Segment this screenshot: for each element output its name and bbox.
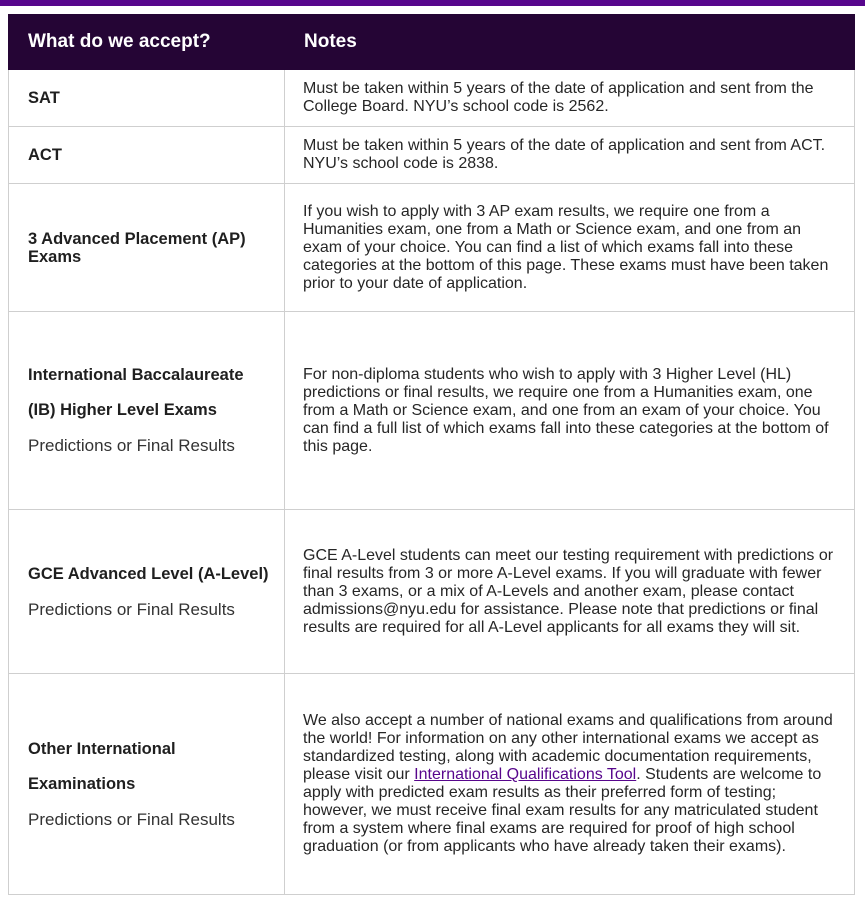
exam-cell [9, 510, 285, 674]
exam-name: SAT [28, 89, 60, 107]
exam-cell [9, 674, 285, 895]
note-text-before-link: We also accept a number of national exams and qualifications from around the world! For information on any other international exams we accept as standardized testing, along with academic documentation requirements, please visit our [303, 712, 833, 783]
note-cell: Must be taken within 5 years of the date of application and sent from the College Board. NYU’s school code is 2562. [285, 70, 855, 127]
table-header [9, 15, 855, 70]
exam-name: Other International Examinations [28, 739, 176, 793]
exam-name: 3 Advanced Placement (AP) Exams [28, 229, 246, 266]
note-cell: Must be taken within 5 years of the date of application and sent from ACT. NYU’s school code is 2838. [285, 127, 855, 184]
testing-requirements-table [8, 14, 855, 895]
top-accent-bar [0, 0, 865, 6]
table-row-ap [9, 184, 855, 312]
requirements-table-container [8, 14, 854, 895]
note-cell: For non-diploma students who wish to apply with 3 Higher Level (HL) predictions or final results, we require one from a Humanities exam, one from a Math or Science exam, and one from an exam of your choice. You can find a full list of which exams fall into these categories at the bottom of this page. [285, 312, 855, 510]
note-cell: If you wish to apply with 3 AP exam results, we require one from a Humanities exam, one from a Math or Science exam, and one from an exam of your choice. You can find a list of which exams fall into these categories at the bottom of this page. These exams must have been taken prior to your date of application. [285, 184, 855, 312]
exam-subtitle: Predictions or Final Results [28, 809, 235, 829]
exam-cell [9, 127, 285, 184]
column-header-notes: Notes [285, 15, 855, 70]
exam-subtitle: Predictions or Final Results [28, 436, 235, 455]
exam-subtitle: Predictions or Final Results [28, 599, 235, 619]
note-cell [285, 674, 855, 895]
table-row-act [9, 127, 855, 184]
international-qualifications-tool-link[interactable]: International Qualifications Tool [414, 766, 637, 783]
table-row-gce [9, 510, 855, 674]
table-body [9, 70, 855, 895]
table-header-row [9, 15, 855, 70]
table-row-other-international [9, 674, 855, 895]
exam-name: GCE Advanced Level (A-Level) [28, 564, 269, 583]
table-row-ib [9, 312, 855, 510]
exam-name: International Baccalaureate (IB) Higher Level Exams [28, 366, 244, 419]
exam-name: ACT [28, 146, 62, 164]
column-header-accept: What do we accept? [9, 15, 285, 70]
exam-cell [9, 70, 285, 127]
exam-cell [9, 312, 285, 510]
exam-cell [9, 184, 285, 312]
note-cell: GCE A-Level students can meet our testing requirement with predictions or final results from 3 or more A-Level exams. If you will graduate with fewer than 3 exams, or a mix of A-Levels and another exam, please contact admissions@nyu.edu for assistance. Please note that predictions or final results are required for all A-Level applicants for all exams they will sit. [285, 510, 855, 674]
note-text-after-link: . Students are welcome to apply with predicted exam results as their preferred form of testing; however, we must receive final exam results for any matriculated student from a system where final exams are required for proof of high school graduation (or from applicants who have already taken their exams). [303, 766, 822, 855]
table-row-sat [9, 70, 855, 127]
